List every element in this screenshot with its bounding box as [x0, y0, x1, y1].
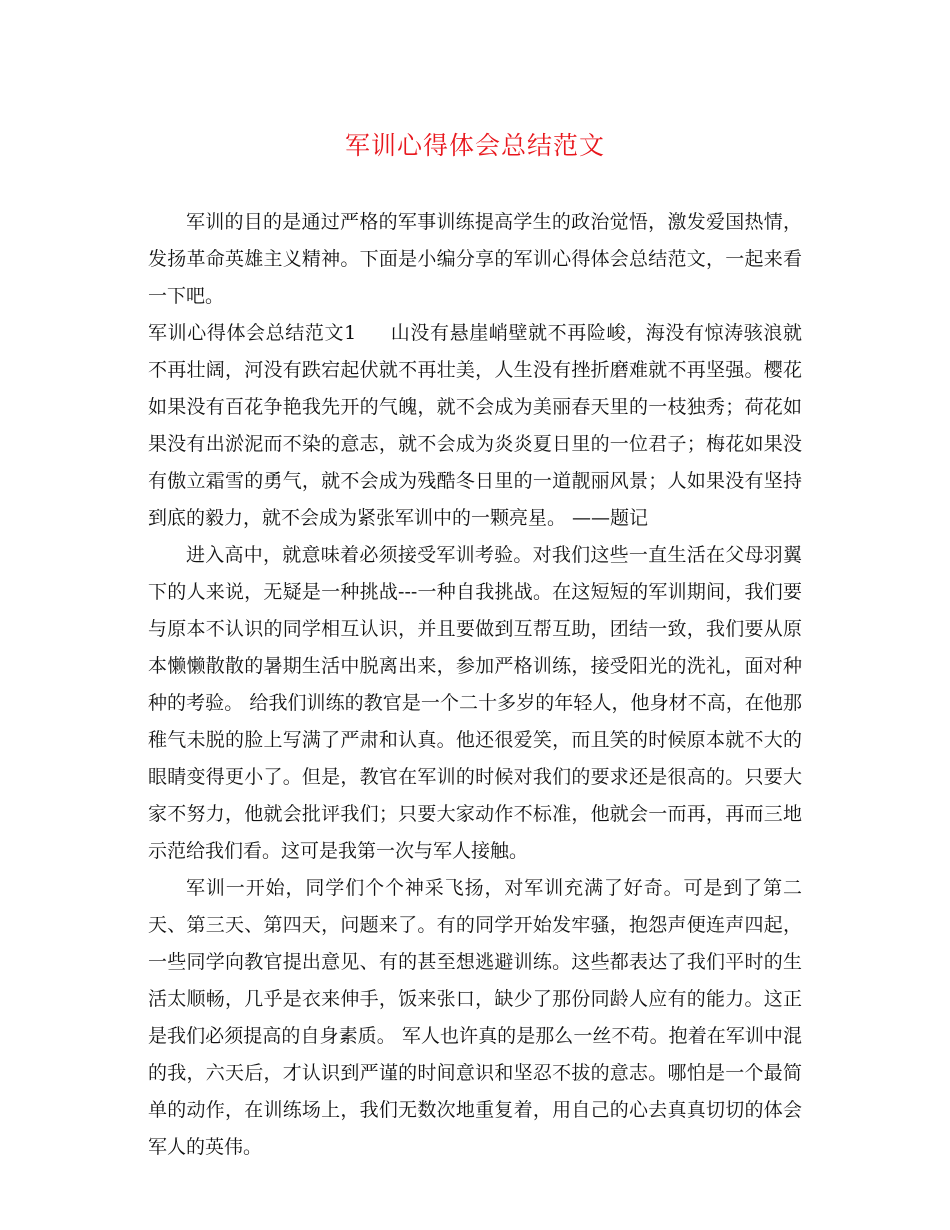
section1-text: 山没有悬崖峭壁就不再险峻，海没有惊涛骇浪就不再壮阔，河没有跌宕起伏就不再壮美，人生没有挫折磨难就不再坚强。樱花如果没有百花争艳我先开的气魄，就不会成为美丽春天里的一枝独秀；荷花如果没有出淤泥而不染的意志，就不会成为炎炎夏日里的一位君子；梅花如果没有傲立霜雪的勇气，就不会成为残酷冬日里的一道靓丽风景；人如果没有坚持到底的毅力，就不会成为紧张军训中的一颗亮星。 ——题记	[148, 322, 802, 529]
paragraph-3: 军训一开始，同学们个个神采飞扬，对军训充满了好奇。可是到了第二天、第三天、第四天，问题来了。有的同学开始发牢骚，抱怨声便连声四起，一些同学向教官提出意见、有的甚至想逃避训练。这些都表达了我们平时的生活太顺畅，几乎是衣来伸手，饭来张口，缺少了那份同龄人应有的能力。这正是我们必须提高的自身素质。 军人也许真的是那么一丝不苟。抱着在军训中混的我，六天后，才认识到严谨的时间意识和坚忍不拔的意志。哪怕是一个最简单的动作，在训练场上，我们无数次地重复着，用自己的心去真真切切的体会军人的英伟。	[148, 877, 802, 1158]
document-title: 军训心得体会总结范文	[344, 131, 605, 160]
paragraph-2: 进入高中，就意味着必须接受军训考验。对我们这些一直生活在父母羽翼下的人来说，无疑是一种挑战---一种自我挑战。在这短短的军训期间，我们要与原本不认识的同学相互认识，并且要做到互帮互助，团结一致，我们要从原本懒懒散散的暑期生活中脱离出来，参加严格训练，接受阳光的洗礼，面对种种的考验。 给我们训练的教官是一个二十多岁的年轻人，他身材不高，在他那稚气未脱的脸上写满了严肃和认真。他还很爱笑，而且笑的时候原本就不大的眼睛变得更小了。但是，教官在军训的时候对我们的要求还是很高的。只要大家不努力，他就会批评我们；只要大家动作不标准，他就会一而再，再而三地示范给我们看。这可是我第一次与军人接触。	[148, 544, 802, 862]
intro-paragraph: 军训的目的是通过严格的军事训练提高学生的政治觉悟，激发爱国热情，发扬革命英雄主义精神。下面是小编分享的军训心得体会总结范文，一起来看一下吧。	[148, 211, 802, 307]
document-body	[148, 204, 802, 1166]
section1-heading: 军训心得体会总结范文1	[148, 322, 357, 344]
section1-paragraph	[148, 315, 802, 537]
